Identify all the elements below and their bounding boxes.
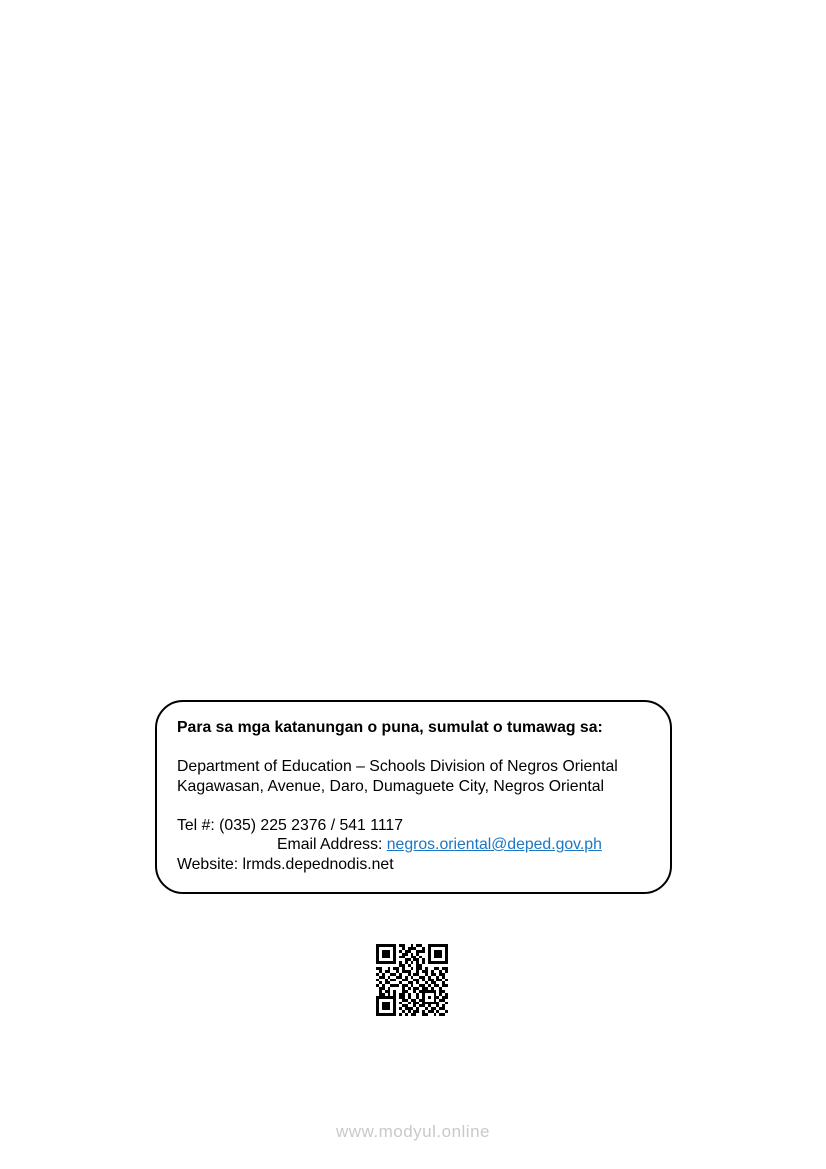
contact-info-box (155, 700, 672, 894)
watermark: www.modyul.online (335, 1122, 490, 1141)
contact-box-heading: Para sa mga katanungan o puna, sumulat o tumawag sa: (177, 719, 603, 736)
email-label: Email Address: (277, 836, 387, 853)
website-line: Website: lrmds.depednodis.net (177, 855, 394, 873)
tel-line: Tel #: (035) 225 2376 / 541 1117 (177, 816, 404, 834)
org-address-line: Kagawasan, Avenue, Daro, Dumaguete City, Negros Oriental (177, 777, 605, 795)
email-link[interactable]: negros.oriental@deped.gov.ph (386, 836, 602, 853)
org-name-line: Department of Education – Schools Division of Negros Oriental (177, 758, 618, 775)
email-line (277, 835, 652, 855)
qr-code (376, 944, 448, 1016)
